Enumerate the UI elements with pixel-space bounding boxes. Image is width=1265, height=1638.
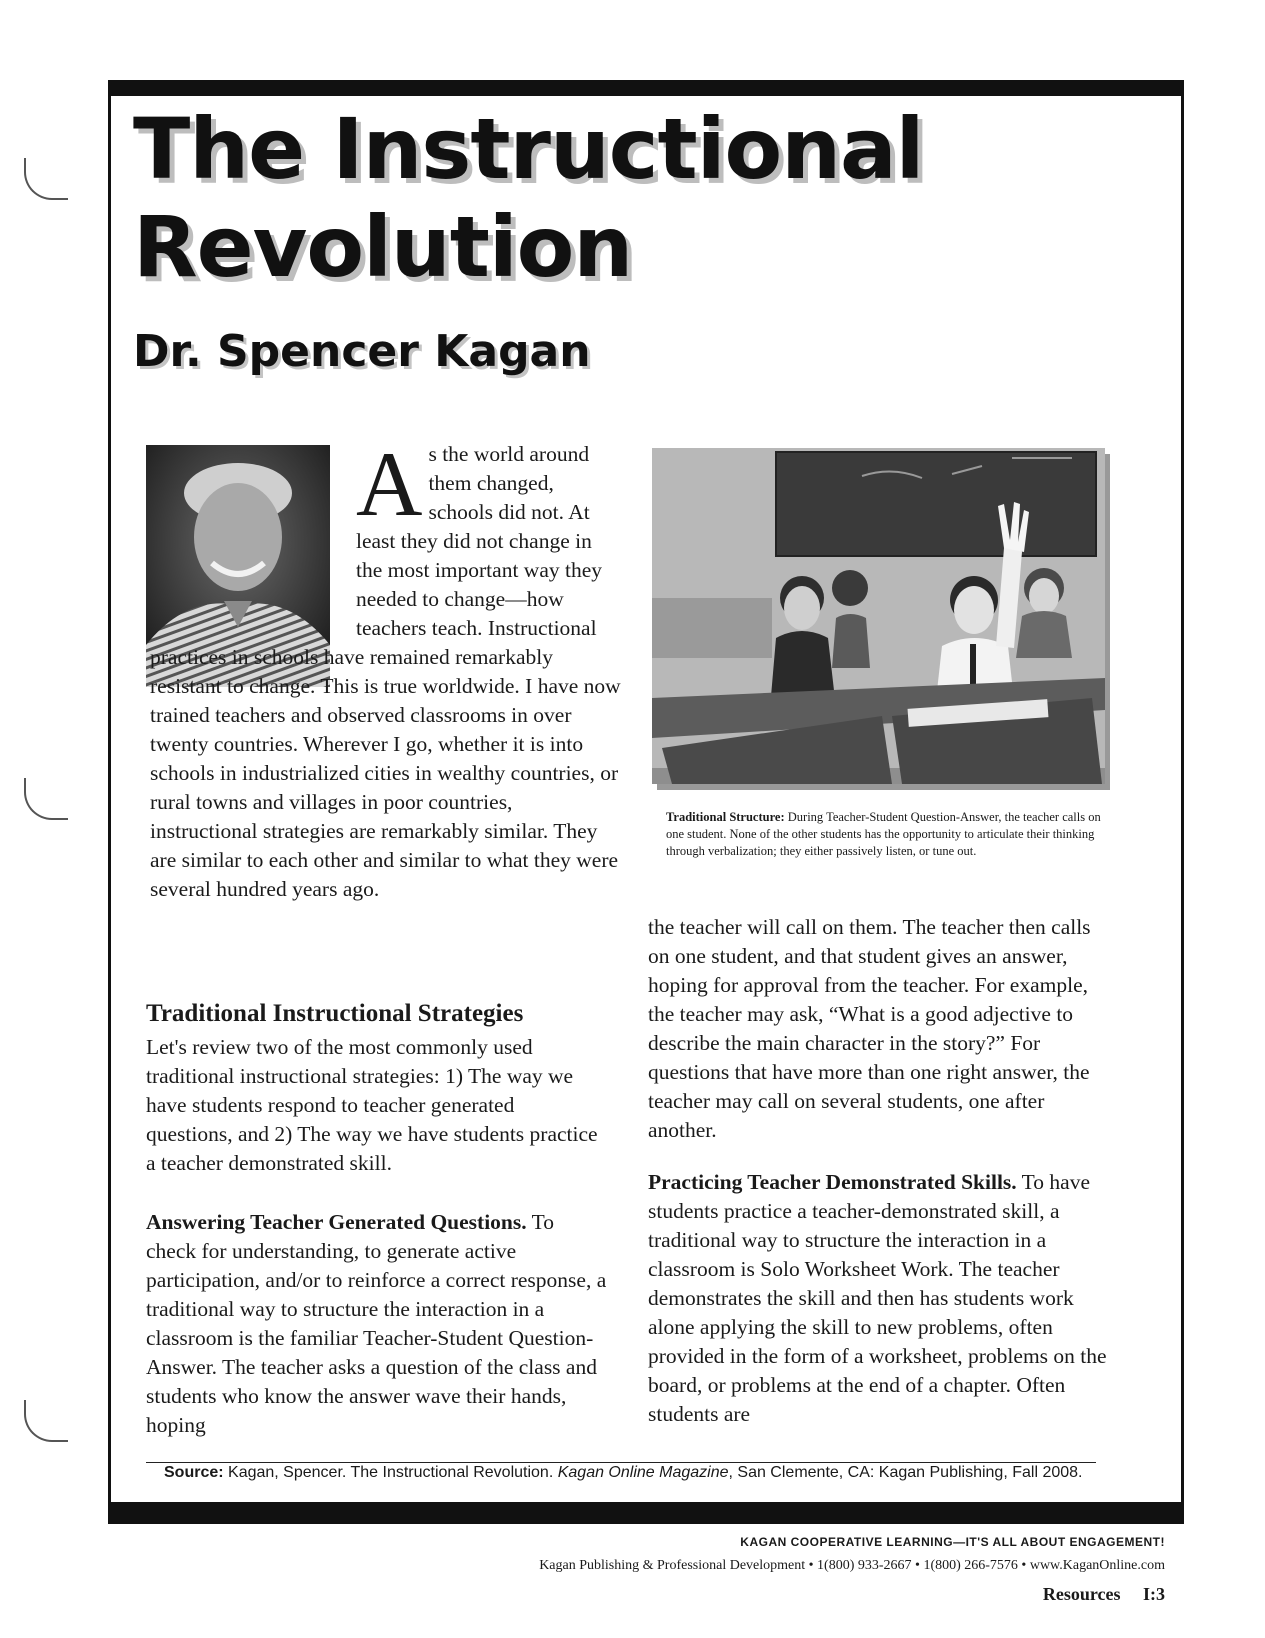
source-text-2: , San Clemente, CA: Kagan Publishing, Fall 2008. bbox=[728, 1464, 1083, 1481]
binder-hole-mark-middle bbox=[24, 778, 68, 820]
article-title bbox=[133, 100, 923, 296]
source-citation bbox=[164, 1464, 1082, 1482]
footer-contact: Kagan Publishing & Professional Development • 1(800) 933-2667 • 1(800) 266-7576 • www.KaganOnline.com bbox=[539, 1558, 1165, 1573]
intro-text: s the world around them changed, schools did not. At least they did not change in the most important way they needed to change—how teachers teach. Instructional practices in schools have remained remarkably resistant to change. This is true worldwide. I have now trained teachers and observed classrooms in over twenty countries. Wherever I go, whether it is into schools in industrialized cities in wealthy countries, or rural towns and villages in poor countries, instructional strategies are remarkably similar. They are similar to each other and similar to what they were several hundred years ago. bbox=[150, 442, 621, 901]
source-text-1: Kagan, Spencer. The Instructional Revolution. bbox=[223, 1464, 558, 1481]
author-name: Dr. Spencer Kagan bbox=[133, 326, 591, 377]
binder-hole-mark-bottom bbox=[24, 1400, 68, 1442]
source-divider bbox=[146, 1462, 1096, 1463]
title-line-1: The Instructional bbox=[133, 100, 924, 198]
continued-answering-paragraph: the teacher will call on them. The teacher then calls on one student, and that student gives an answer, hoping for approval from the teacher. For example, the teacher may ask, “What is a good adjective to describe the main character in the story?” For questions that have more than one right answer, the teacher may call on several students, one after another. bbox=[648, 915, 1091, 1142]
source-label: Source: bbox=[164, 1464, 224, 1481]
photo-caption-lead: Traditional Structure: bbox=[666, 809, 785, 824]
photo-caption bbox=[666, 809, 1112, 860]
section-intro-paragraph: Let's review two of the most commonly used traditional instructional strategies: 1) The way we have students respond to teacher generated questions, and 2) The way we have students practice a teacher demonstrated skill. bbox=[146, 1035, 598, 1175]
section-heading: Traditional Instructional Strategies bbox=[146, 1000, 524, 1027]
practicing-skills-paragraph bbox=[648, 1168, 1110, 1429]
footer-tagline: KAGAN COOPERATIVE LEARNING—IT'S ALL ABOUT ENGAGEMENT! bbox=[740, 1535, 1165, 1549]
classroom-photo bbox=[652, 448, 1105, 784]
source-magazine: Kagan Online Magazine bbox=[557, 1464, 729, 1481]
title-line-2: Revolution bbox=[133, 198, 633, 296]
practicing-skills-text: To have students practice a teacher-demonstrated skill, a traditional way to structure the interaction in a classroom is Solo Worksheet Work. The teacher demonstrates the skill and then has students work alone applying the skill to new problems, often provided in the form of a worksheet, problems on the board, or problems at the end of a chapter. Often students are bbox=[648, 1170, 1107, 1426]
footer-section: Resources bbox=[1042, 1584, 1121, 1604]
photo-caption-text: During Teacher-Student Question-Answer, the teacher calls on one student. None of the other students has the opportunity to articulate their thinking through verbalization; they either passively listen, or tune out. bbox=[666, 809, 1101, 858]
practicing-skills-lead: Practicing Teacher Demonstrated Skills. bbox=[648, 1170, 1017, 1194]
answering-questions-paragraph bbox=[146, 1208, 608, 1440]
footer-page-label bbox=[1043, 1584, 1165, 1605]
portrait-text-wrap bbox=[150, 440, 356, 630]
answering-questions-text: To check for understanding, to generate active participation, and/or to reinforce a correct response, a traditional way to structure the interaction in a classroom is the familiar Teacher-Student Question-Answer. The teacher asks a question of the class and students who know the answer wave their hands, hoping bbox=[146, 1210, 607, 1437]
drop-cap: A bbox=[356, 433, 423, 535]
answering-questions-lead: Answering Teacher Generated Questions. bbox=[146, 1210, 527, 1234]
footer-page-number: I:3 bbox=[1143, 1584, 1165, 1604]
binder-hole-mark-top bbox=[24, 158, 68, 200]
intro-paragraph bbox=[150, 433, 622, 904]
